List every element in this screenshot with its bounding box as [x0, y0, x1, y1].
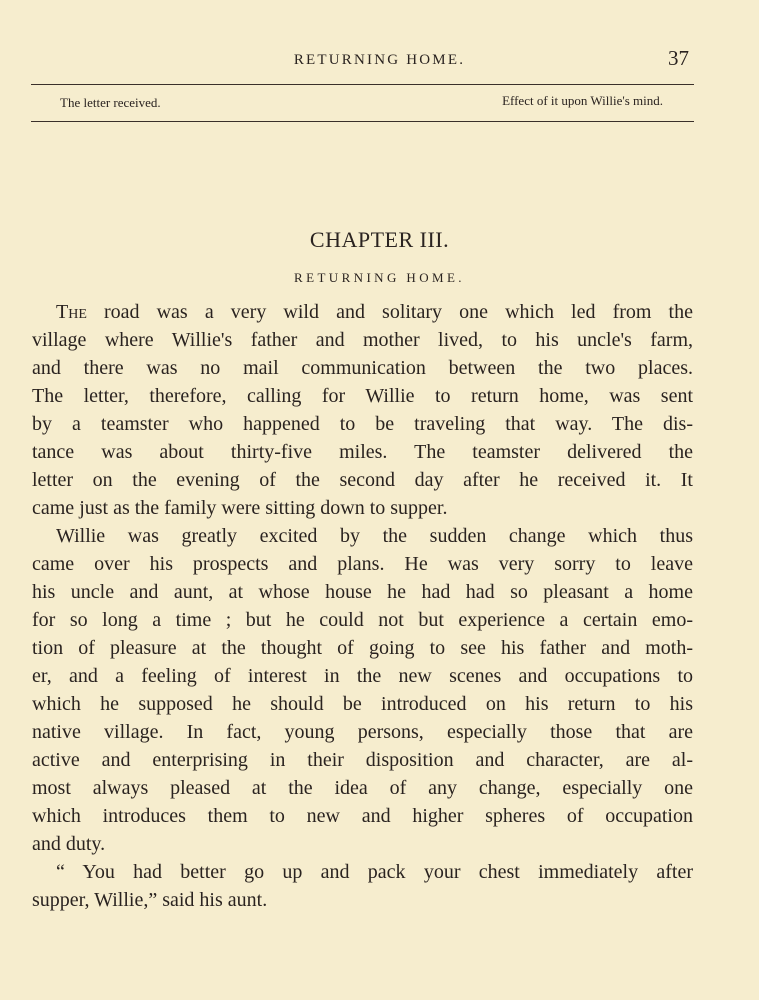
text-line: tion of pleasure at the thought of going to see his father and moth- [32, 637, 693, 659]
page-number: 37 [668, 46, 689, 70]
text-line: active and enterprising in their disposition and character, are al- [32, 749, 693, 771]
text-line: Willie was greatly excited by the sudden change which thus [56, 525, 693, 547]
text-line: by a teamster who happened to be traveling that way. The dis- [32, 413, 693, 435]
text-line: native village. In fact, young persons, especially those that are [32, 721, 693, 743]
running-title: RETURNING HOME. [293, 52, 466, 68]
chapter-subtitle: RETURNING HOME. [294, 270, 465, 285]
text-line-content: road was a very wild and solitary one which led from the [86, 301, 693, 323]
text-line: came just as the family were sitting down to supper. [32, 497, 448, 519]
text-line: The letter, therefore, calling for Willie to return home, was sent [32, 385, 693, 407]
text-line: er, and a feeling of interest in the new scenes and occupations to [32, 665, 693, 687]
text-line: “ You had better go up and pack your chest immediately after [56, 861, 693, 883]
text-line: which he supposed he should be introduced on his return to his [32, 693, 693, 715]
chapter-title: CHAPTER III. [309, 227, 450, 252]
text-line: most always pleased at the idea of any change, especially one [32, 777, 693, 799]
text-line: and there was no mail communication between the two places. [32, 357, 693, 379]
text-line: which introduces them to new and higher spheres of occupation [32, 805, 693, 827]
text-line [56, 298, 693, 326]
header-rule-top [31, 84, 694, 85]
text-line: came over his prospects and plans. He was very sorry to leave [32, 553, 693, 575]
opening-word: The [56, 301, 87, 323]
text-line: supper, Willie,” said his aunt. [32, 889, 268, 911]
text-line: for so long a time ; but he could not but experience a certain emo- [32, 609, 693, 631]
header-rule-bottom [31, 121, 694, 122]
text-line: letter on the evening of the second day after he received it. It [32, 469, 693, 491]
text-line: village where Willie's father and mother lived, to his uncle's farm, [32, 329, 693, 351]
text-line: tance was about thirty-five miles. The teamster delivered the [32, 441, 693, 463]
marginal-gloss-right: Effect of it upon Willie's mind. [502, 93, 663, 108]
text-line: his uncle and aunt, at whose house he had had so pleasant a home [32, 581, 693, 603]
text-line: and duty. [32, 833, 106, 855]
marginal-gloss-left: The letter received. [60, 95, 161, 110]
